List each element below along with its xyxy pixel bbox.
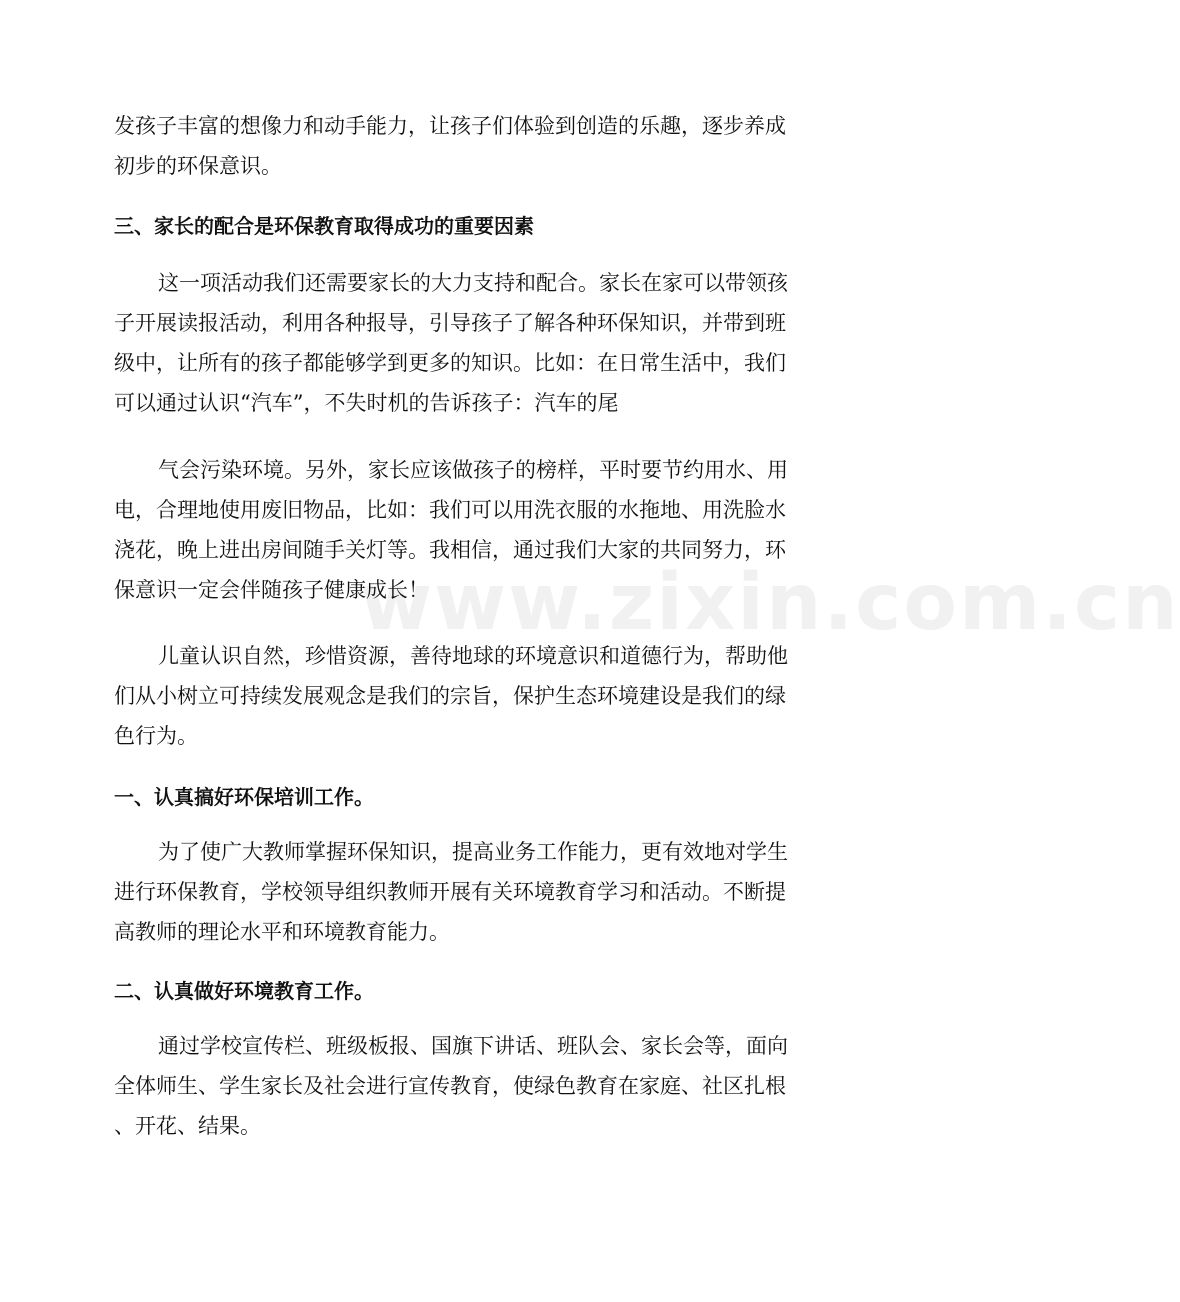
- text-line: 级中，让所有的孩子都能够学到更多的知识。比如：在日常生活中，我们: [114, 351, 786, 375]
- paragraph-continuation: [114, 106, 806, 186]
- section-heading-1: [114, 777, 806, 817]
- paragraph-publicity: [114, 1026, 806, 1146]
- text-line: 进行环保教育，学校领导组织教师开展有关环境教育学习和活动。不断提: [114, 880, 786, 904]
- text-line: 浇花，晚上进出房间随手关灯等。我相信，通过我们大家的共同努力，环: [114, 538, 786, 562]
- text-line: 保意识一定会伴随孩子健康成长！: [114, 578, 429, 602]
- watermark: www.zixin.com.cn: [360, 558, 1180, 648]
- text-line: 可以通过认识“汽车”，不失时机的告诉孩子：汽车的尾: [114, 391, 619, 415]
- text-line: 子开展读报活动，利用各种报导，引导孩子了解各种环保知识，并带到班: [114, 311, 786, 335]
- paragraph-parent-support: [114, 263, 806, 423]
- text-line: 初步的环保意识。: [114, 154, 282, 178]
- heading-text: 二、认真做好环境教育工作。: [114, 979, 374, 1003]
- text-line: 发孩子丰富的想像力和动手能力，让孩子们体验到创造的乐趣，逐步养成: [114, 114, 786, 138]
- text-line: 高教师的理论水平和环境教育能力。: [114, 920, 450, 944]
- text-line: 为了使广大教师掌握环保知识，提高业务工作能力，更有效地对学生: [158, 840, 788, 864]
- text-line: 们从小树立可持续发展观念是我们的宗旨，保护生态环境建设是我们的绿: [114, 684, 786, 708]
- paragraph-parent-example: [114, 450, 806, 610]
- paragraph-purpose: [114, 636, 806, 756]
- text-line: 儿童认识自然，珍惜资源，善待地球的环境意识和道德行为，帮助他: [158, 644, 788, 668]
- text-line: 、开花、结果。: [114, 1114, 261, 1138]
- text-line: 气会污染环境。另外，家长应该做孩子的榜样，平时要节约用水、用: [158, 458, 788, 482]
- heading-text: 一、认真搞好环保培训工作。: [114, 785, 374, 809]
- text-line: 这一项活动我们还需要家长的大力支持和配合。家长在家可以带领孩: [158, 271, 788, 295]
- text-line: 通过学校宣传栏、班级板报、国旗下讲话、班队会、家长会等，面向: [158, 1034, 788, 1058]
- text-line: 全体师生、学生家长及社会进行宣传教育，使绿色教育在家庭、社区扎根: [114, 1074, 786, 1098]
- paragraph-training: [114, 832, 806, 952]
- heading-text: 三、家长的配合是环保教育取得成功的重要因素: [114, 214, 534, 238]
- section-heading-3: [114, 206, 806, 246]
- section-heading-2: [114, 971, 806, 1011]
- text-line: 色行为。: [114, 724, 198, 748]
- text-line: 电，合理地使用废旧物品，比如：我们可以用洗衣服的水拖地、用洗脸水: [114, 498, 786, 522]
